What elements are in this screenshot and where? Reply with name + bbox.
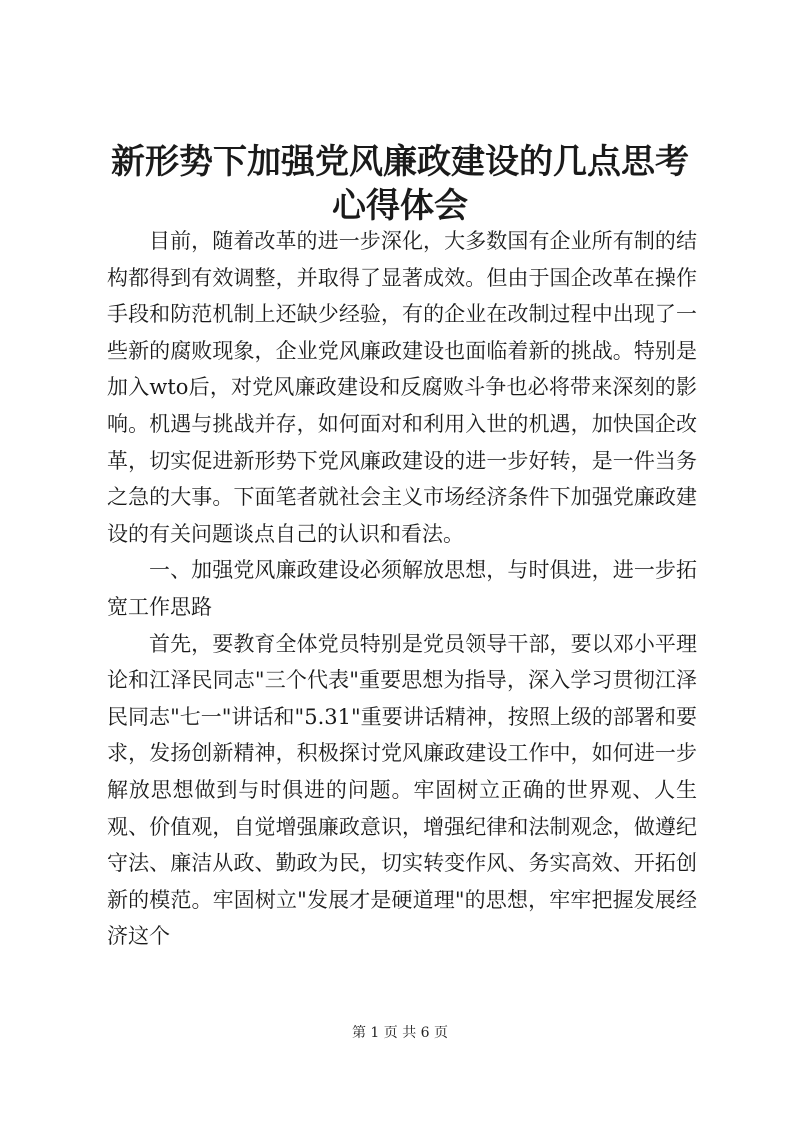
intro-paragraph: 目前，随着改革的进一步深化，大多数国有企业所有制的结构都得到有效调整，并取得了显著成效。但由于国企改革在操作手段和防范机制上还缺少经验，有的企业在改制过程中出现了一些新的腐败现象，企业党风廉政建设也面临着新的挑战。特别是加入wto后，对党风廉政建设和反腐败斗争也必将带来深刻的影响。机遇与挑战并存，如何面对和利用入世的机遇，加快国企改革，切实促进新形势下党风廉政建设的进一步好转，是一件当务之急的大事。下面笔者就社会主义市场经济条件下加强党廉政建设的有关问题谈点自己的认识和看法。: [107, 229, 697, 546]
section-heading: 一、加强党风廉政建设必须解放思想，与时俱进，进一步拓宽工作思路: [107, 558, 697, 619]
document-title: 新形势下加强党风廉政建设的几点思考心得体会: [111, 142, 689, 226]
section-paragraph: 首先，要教育全体党员特别是党员领导干部，要以邓小平理论和江泽民同志"三个代表"重要思想为指导，深入学习贯彻江泽民同志"七一"讲话和"5.31"重要讲话精神，按照上级的部署和要求，发扬创新精神，积极探讨党风廉政建设工作中，如何进一步解放思想做到与时俱进的问题。牢固树立正确的世界观、人生观、价值观，自觉增强廉政意识，增强纪律和法制观念，做遵纪守法、廉洁从政、勤政为民，切实转变作风、务实高效、开拓创新的模范。牢固树立"发展才是硬道理"的思想，牢牢把握发展经济这个: [107, 631, 697, 949]
page-footer: 第 1 页 共 6 页: [351, 1025, 449, 1041]
document-body: [107, 223, 697, 955]
